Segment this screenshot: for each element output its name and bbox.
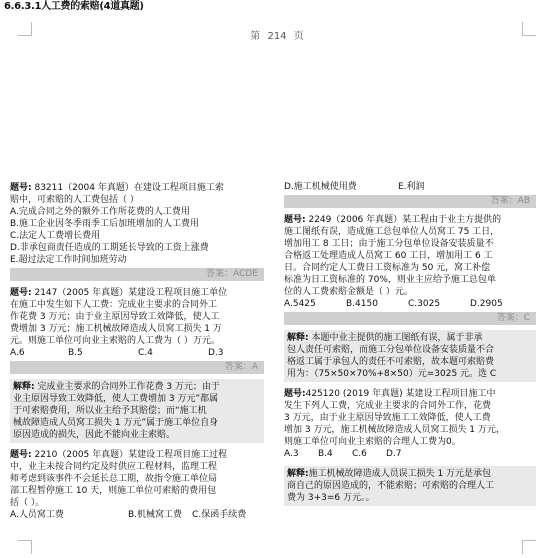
option-c: C.6 — [352, 449, 367, 459]
explanation-line: 施工机械故障造成人员误工损失 1 万元是承包 — [308, 469, 492, 479]
option-b: B.4 — [318, 449, 333, 459]
question-text-line: 中，业主未按合同约定及时供应工程材料，监理工程 — [10, 462, 218, 472]
question-2210 — [10, 449, 264, 521]
option-c: C.保函手续费 — [192, 510, 247, 520]
explanation-label: 解释: — [13, 382, 35, 392]
left-column — [10, 182, 264, 527]
question-text-line: 元。则施工单位可向业主索赔的人工费为（ ）万元。 — [10, 336, 220, 346]
right-column — [284, 181, 536, 512]
explanation-line: 包人责任可索赔，而施工分包单位设备安装质量不合 — [287, 345, 495, 355]
question-label: 题号: — [10, 450, 32, 460]
explanation-line: 本题中业主提供的施工图纸有误，属于非承 — [308, 333, 483, 343]
explanation-box — [284, 330, 536, 382]
question-text-line: 日。合同约定人工费日工资标准为 50 元，窝工补偿 — [284, 263, 491, 273]
question-label: 题号: — [10, 183, 32, 193]
explanation-box — [284, 466, 536, 506]
option-b: B.4150 — [346, 299, 378, 309]
option-e: E.利润 — [398, 182, 425, 192]
question-2147 — [10, 287, 264, 443]
question-text-line: 在施工中发生如下人工费：完成业主要求的合同外工 — [10, 300, 218, 310]
explanation-line: 费为 3+3=6 万元。。 — [287, 493, 375, 503]
question-text-line: 费增加 3 万元；施工机械故障造成人员窝工损失 1 万 — [10, 324, 222, 334]
option-a: A.6 — [10, 348, 25, 358]
question-text-line: 发生下列人工费，完成业主要求的合同外工作，花费 — [284, 401, 492, 411]
explanation-line: 商自己的原因造成的，不能索赔；可索赔的合理人工 — [287, 481, 495, 491]
option-d: D.施工机械使用费 — [284, 182, 357, 192]
explanation-line: 完成业主要求的合同外工作花费 3 万元；由于 — [34, 382, 220, 392]
explanation-line: 原因造成的损失，因此不能向业主索赔。 — [13, 430, 176, 440]
option-b: B.施工企业因冬季雨季工后加班增加的人工费用 — [10, 219, 200, 229]
question-text-line: 2147（2005 年真题）某建设工程项目施工单位 — [31, 288, 228, 298]
explanation-line: 用为：（75×50×70%+8×50）元=3025 元。选 C — [287, 369, 497, 379]
page-prefix: 第 — [250, 31, 261, 42]
question-text-line: 增加用工 8 工日；由于施工分包单位设备安装质量不 — [284, 239, 494, 249]
question-text-line: 位的人工费索赔金额是（ ）元。 — [284, 287, 413, 297]
question-text-line: 师考虑到该事件不会延长总工期，故指令施工单位局 — [10, 474, 218, 484]
question-text-line: 增加 3 万元，施工机械故障造成人员窝工损失 1 万元， — [284, 425, 505, 435]
option-d: D.2905 — [470, 299, 503, 309]
answer-bar: 答案：A — [10, 361, 264, 374]
explanation-line: 业主原因导致工效降低，使人工费增加 3 万元”都属 — [13, 394, 219, 404]
question-label: 题号: — [284, 215, 306, 225]
option-a: A.5425 — [284, 299, 316, 309]
crop-mark-bottom-left — [18, 540, 32, 554]
question-2249 — [284, 214, 536, 382]
question-text-line: 括（ ）。 — [10, 498, 45, 508]
page-number — [0, 31, 554, 43]
option-d: D.7 — [386, 449, 402, 459]
crop-mark-bottom-right — [522, 540, 536, 554]
section-heading: 6.6.3.1人工费的索赔(4道真题) — [4, 1, 144, 12]
explanation-line: 格返工属于承包人的责任不可索赔，故本题可索赔费 — [287, 357, 495, 367]
question-text-line: 425120 (2019 年真题) 某建设工程项目施工中 — [305, 389, 496, 399]
explanation-label: 解释: — [287, 469, 309, 479]
option-b: B.机械窝工费 — [128, 510, 183, 520]
option-c: C.3025 — [408, 299, 441, 309]
question-text-line: 2210（2005 年真题）某建设工程项目施工过程 — [31, 450, 228, 460]
options-row — [10, 347, 264, 359]
question-label: 题号: — [284, 389, 306, 399]
options-row — [284, 448, 536, 460]
option-a: A.3 — [284, 449, 299, 459]
explanation-line: 于可索赔费用，所以业主给予其赔偿；而“施工机 — [13, 406, 207, 416]
answer-bar: 答案：ACDE — [10, 268, 264, 281]
question-text-line: 标准为日工资标准的 70%，则业主应给予施工总包单 — [284, 275, 496, 285]
options-row — [10, 509, 264, 521]
answer-bar: 答案：AB — [284, 195, 536, 208]
explanation-box — [10, 379, 264, 443]
question-text-line: 施工图纸有误，造成施工总包单位人员窝工 75 工日， — [284, 227, 500, 237]
options-row — [284, 298, 536, 310]
question-text-line: 合格返工处理造成人员窝工 60 工日，增加用工 6 工 — [284, 251, 493, 261]
answer-bar: 答案：C — [284, 312, 536, 325]
page-number-value: 214 — [267, 31, 287, 42]
page-suffix: 页 — [293, 31, 304, 42]
question-text-line: 赔中，可索赔的人工费包括（ ） — [10, 195, 139, 205]
option-c: C.法定人工费增长费用 — [10, 231, 101, 241]
explanation-line: 械故障造成人员窝工损失 1 万元”属于施工单位自身 — [13, 418, 219, 428]
option-d: D.3 — [208, 348, 224, 358]
option-e: E.超过法定工作时间加班劳动 — [10, 255, 127, 265]
question-425120 — [284, 388, 536, 506]
option-a: A.完成合同之外的额外工作所花费的人工费用 — [10, 207, 190, 217]
question-83211-continued — [284, 181, 536, 208]
question-text-line: 则施工单位可向业主索赔的合理人工费为0。 — [284, 437, 461, 447]
question-text-line: 部工程暂停施工 10 天，则施工单位可索赔的费用包 — [10, 486, 217, 496]
question-text-line: 83211（2004 年真题）在建设工程项目施工索 — [31, 183, 224, 193]
question-label: 题号: — [10, 288, 32, 298]
option-b: B.5 — [68, 348, 83, 358]
option-d: D.非承包商责任造成的工期延长导致的工资上涨费 — [10, 243, 209, 253]
question-83211 — [10, 182, 264, 281]
question-text-line: 2249（2006 年真题）某工程由于业主方提供的 — [305, 215, 502, 225]
option-a: A.人员窝工费 — [10, 510, 64, 520]
options-row — [284, 181, 536, 193]
option-c: C.4 — [138, 348, 153, 358]
question-text-line: 3 万元，由于业主原因导致施工工效降低，使人工费 — [284, 413, 491, 423]
question-text-line: 作花费 3 万元；由于业主原因导致工效降低，使人工 — [10, 312, 220, 322]
explanation-label: 解释: — [287, 333, 309, 343]
